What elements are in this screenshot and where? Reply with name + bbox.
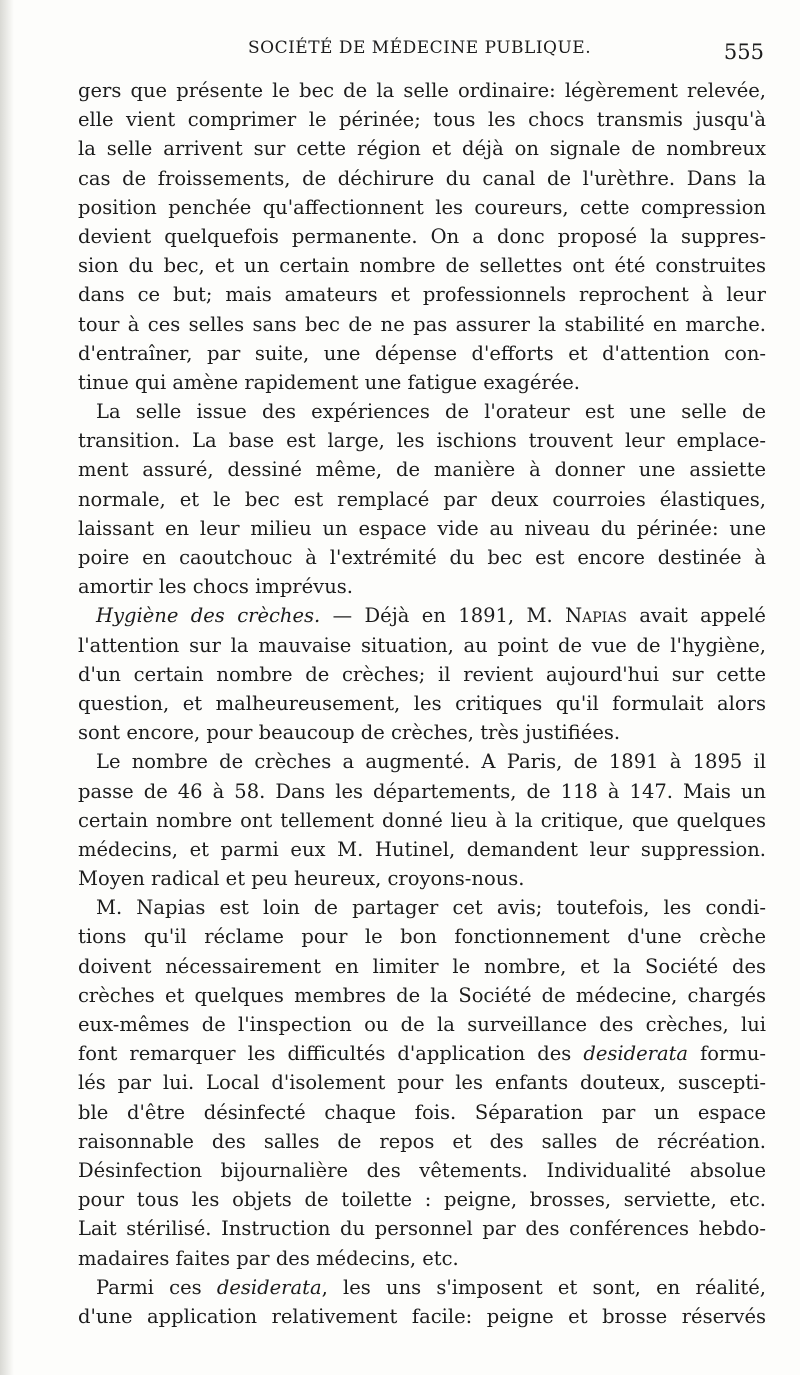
text-segment: certain nombre ont tellement donné lieu à la critique, que quelques xyxy=(78,808,766,832)
text-segment: tions qu'il réclame pour le bon fonctionnement d'une crèche xyxy=(78,925,766,949)
text-line xyxy=(78,193,766,222)
text-segment: pour tous les objets de toilette : peigne, brosses, serviette, etc. xyxy=(78,1188,766,1212)
text-segment: raisonnable des salles de repos et des salles de récréation. xyxy=(78,1129,766,1153)
text-segment: madaires faites par des médecins, etc. xyxy=(78,1246,459,1270)
text-line xyxy=(78,981,766,1010)
text-line xyxy=(78,1302,766,1331)
text-line xyxy=(78,631,766,660)
text-line xyxy=(78,426,766,455)
text-segment: la selle arrivent sur cette région et déjà on signale de nombreux xyxy=(78,137,766,161)
text-segment: sion du bec, et un certain nombre de sellettes ont été construites xyxy=(78,254,766,278)
text-line xyxy=(78,660,766,689)
text-line xyxy=(78,280,766,309)
body-text xyxy=(78,76,766,1331)
text-line xyxy=(78,952,766,981)
text-line xyxy=(78,893,766,922)
text-segment: d'entraîner, par suite, une dépense d'efforts et d'attention con- xyxy=(78,341,766,365)
text-line xyxy=(78,1214,766,1243)
italic-text: Hygiène des crèches. xyxy=(96,604,321,628)
italic-text: desiderata xyxy=(216,1275,322,1299)
text-line xyxy=(78,1273,766,1302)
text-line xyxy=(78,1098,766,1127)
text-line xyxy=(78,134,766,163)
text-segment: tour à ces selles sans bec de ne pas assurer la stabilité en marche. xyxy=(78,312,766,336)
text-segment: avait appelé xyxy=(626,604,766,628)
text-segment: d'un certain nombre de crèches; il revient aujourd'hui sur cette xyxy=(78,662,766,686)
text-segment: normale, et le bec est remplacé par deux courroies élastiques, xyxy=(78,487,766,511)
text-segment: transition. La base est large, les ischions trouvent leur emplace- xyxy=(78,429,766,453)
text-line xyxy=(78,455,766,484)
text-line xyxy=(78,222,766,251)
text-line xyxy=(78,835,766,864)
text-line xyxy=(78,806,766,835)
text-line xyxy=(78,864,766,893)
text-line xyxy=(78,397,766,426)
text-segment: Le nombre de crèches a augmenté. A Paris, de 1891 à 1895 il xyxy=(96,750,766,774)
page-header xyxy=(0,34,800,74)
text-segment: formu- xyxy=(688,1042,767,1066)
text-line xyxy=(78,572,766,601)
text-segment: elle vient comprimer le périnée; tous les chocs transmis jusqu'à xyxy=(78,108,766,132)
text-line xyxy=(78,543,766,572)
text-segment: Moyen radical et peu heureux, croyons-nous. xyxy=(78,867,525,891)
text-segment: dans ce but; mais amateurs et professionnels reprochent à leur xyxy=(78,283,766,307)
text-segment: d'une application relativement facile: peigne et brosse réservés xyxy=(78,1304,766,1328)
text-line xyxy=(78,1185,766,1214)
text-segment: font remarquer les difficultés d'application des xyxy=(78,1042,584,1066)
text-line xyxy=(78,1010,766,1039)
text-segment: passe de 46 à 58. Dans les départements, de 118 à 147. Mais un xyxy=(78,779,766,803)
text-segment: tinue qui amène rapidement une fatigue exagérée. xyxy=(78,370,581,394)
page-number: 555 xyxy=(723,40,764,64)
text-line xyxy=(78,105,766,134)
small-caps-name: Napias xyxy=(565,604,627,628)
text-line xyxy=(78,601,766,630)
text-segment: l'attention sur la mauvaise situation, au point de vue de l'hygiène, xyxy=(78,633,766,657)
text-segment: devient quelquefois permanente. On a donc proposé la suppres- xyxy=(78,224,766,248)
text-segment: médecins, et parmi eux M. Hutinel, demandent leur suppression. xyxy=(78,837,766,861)
text-line xyxy=(78,514,766,543)
text-segment: La selle issue des expériences de l'orateur est une selle de xyxy=(96,400,766,424)
text-segment: M. Napias est loin de partager cet avis; toutefois, les condi- xyxy=(96,896,766,920)
italic-text: desiderata xyxy=(583,1042,689,1066)
text-segment: ment assuré, dessiné même, de manière à donner une assiette xyxy=(78,458,766,482)
text-line xyxy=(78,485,766,514)
text-line xyxy=(78,777,766,806)
text-line xyxy=(78,368,766,397)
text-segment: position penchée qu'affectionnent les coureurs, cette compression xyxy=(78,195,766,219)
text-line xyxy=(78,76,766,105)
text-segment: gers que présente le bec de la selle ordinaire: légèrement relevée, xyxy=(78,79,766,102)
text-line xyxy=(78,747,766,776)
text-line xyxy=(78,1127,766,1156)
text-line xyxy=(78,251,766,280)
text-line xyxy=(78,1244,766,1273)
text-segment: Lait stérilisé. Instruction du personnel par des conférences hebdo- xyxy=(78,1217,766,1241)
page-gutter-shadow xyxy=(0,0,14,1375)
text-segment: amortir les chocs imprévus. xyxy=(78,575,353,599)
text-line xyxy=(78,689,766,718)
text-line xyxy=(78,164,766,193)
text-line xyxy=(78,1039,766,1068)
text-segment: — Déjà en 1891, M. xyxy=(320,604,566,628)
text-line xyxy=(78,310,766,339)
text-segment: sont encore, pour beaucoup de crèches, très justifiées. xyxy=(78,721,621,745)
text-segment: doivent nécessairement en limiter le nombre, et la Société des xyxy=(78,954,766,978)
text-segment: laissant en leur milieu un espace vide au niveau du périnée: une xyxy=(78,516,766,540)
text-segment: poire en caoutchouc à l'extrémité du bec est encore destinée à xyxy=(78,546,766,569)
text-segment: question, et malheureusement, les critiques qu'il formulait alors xyxy=(78,691,766,715)
text-segment: Parmi ces xyxy=(96,1275,217,1299)
text-segment: crèches et quelques membres de la Société de médecine, chargés xyxy=(78,983,766,1007)
text-line xyxy=(78,1156,766,1185)
text-segment: ble d'être désinfecté chaque fois. Séparation par un espace xyxy=(78,1100,766,1124)
text-segment: Désinfection bijournalière des vêtements. Individualité absolue xyxy=(78,1158,766,1182)
text-segment: eux-mêmes de l'inspection ou de la surveillance des crèches, lui xyxy=(78,1013,766,1036)
text-segment: lés par lui. Local d'isolement pour les enfants douteux, suscepti- xyxy=(78,1071,766,1095)
text-segment: , les uns s'imposent et sont, en réalité, xyxy=(321,1275,766,1299)
text-segment: cas de froissements, de déchirure du canal de l'urèthre. Dans la xyxy=(78,166,766,190)
text-line xyxy=(78,339,766,368)
text-line xyxy=(78,922,766,951)
text-line xyxy=(78,718,766,747)
text-line xyxy=(78,1068,766,1097)
running-title: SOCIÉTÉ DE MÉDECINE PUBLIQUE. xyxy=(248,38,592,58)
